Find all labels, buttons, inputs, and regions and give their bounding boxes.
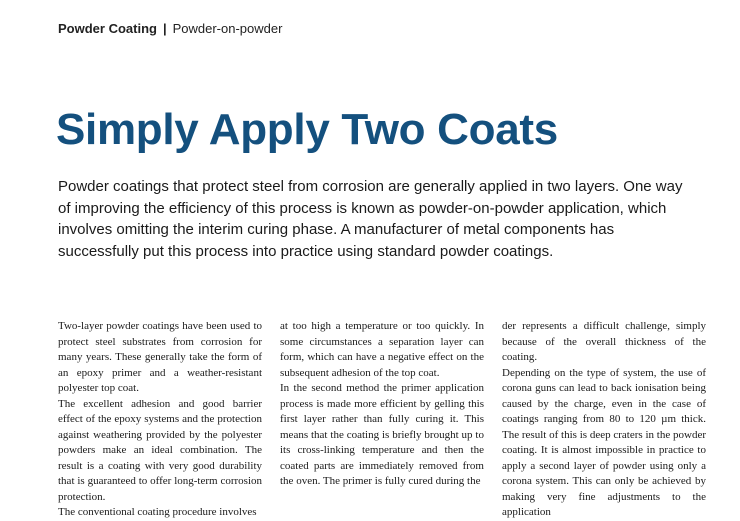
column-2-paragraph-1: at too high a temperature or too quickly. In some circumstances a separation layer can form, which can have a negative effect on the subsequent adhesion of the top coat. xyxy=(280,320,484,379)
section-label: Powder Coating xyxy=(58,21,157,36)
header-separator: | xyxy=(162,21,167,36)
article-title: Simply Apply Two Coats xyxy=(56,105,558,154)
column-1-paragraph-2: The excellent adhesion and good barrier effect of the epoxy systems and the protection against weathering provided by the polyester powders make an ideal combination. The result is a coating with very good durability that is guaranteed to offer long-term corrosion protection. xyxy=(58,397,262,503)
column-1-paragraph-3: The conventional coating procedure involves xyxy=(58,506,257,518)
column-3-paragraph-1: der represents a difficult challenge, simply because of the overall thickness of the coating. xyxy=(502,320,706,363)
column-1-paragraph-1: Two-layer powder coatings have been used to protect steel substrates from corrosion for many years. These generally take the form of an epoxy primer and a weather-resistant polyester top coat. xyxy=(58,320,262,394)
topic-label: Powder-on-powder xyxy=(172,21,283,36)
article-lead: Powder coatings that protect steel from corrosion are generally applied in two layers. One way of improving the efficiency of this process is known as powder-on-powder application, which involves omitting the interim curing phase. A manufacturer of metal components has successfully put this process into practice using standard powder coatings. xyxy=(58,178,683,260)
running-header xyxy=(58,21,282,36)
body-columns xyxy=(58,319,706,518)
body-column-2 xyxy=(280,319,484,493)
column-2-paragraph-2: In the second method the primer application process is made more efficient by gelling this first layer rather than fully curing it. This means that the coating is briefly brought up to its cross-linking temperature and then the coated parts are immediately removed from the oven. The primer is fully cured during the xyxy=(280,382,484,487)
body-column-1 xyxy=(58,319,262,518)
body-column-3 xyxy=(502,319,706,518)
column-3-paragraph-2: Depending on the type of system, the use of corona guns can lead to back ionisation being caused by the charge, even in the case of coatings ranging from 80 to 120 µm thick. The result of this is deep craters in the powder coating. It is almost impossible in practice to apply a second layer of powder using only a corona system. This can only be achieved by making very fine adjustments to the application xyxy=(502,366,706,518)
